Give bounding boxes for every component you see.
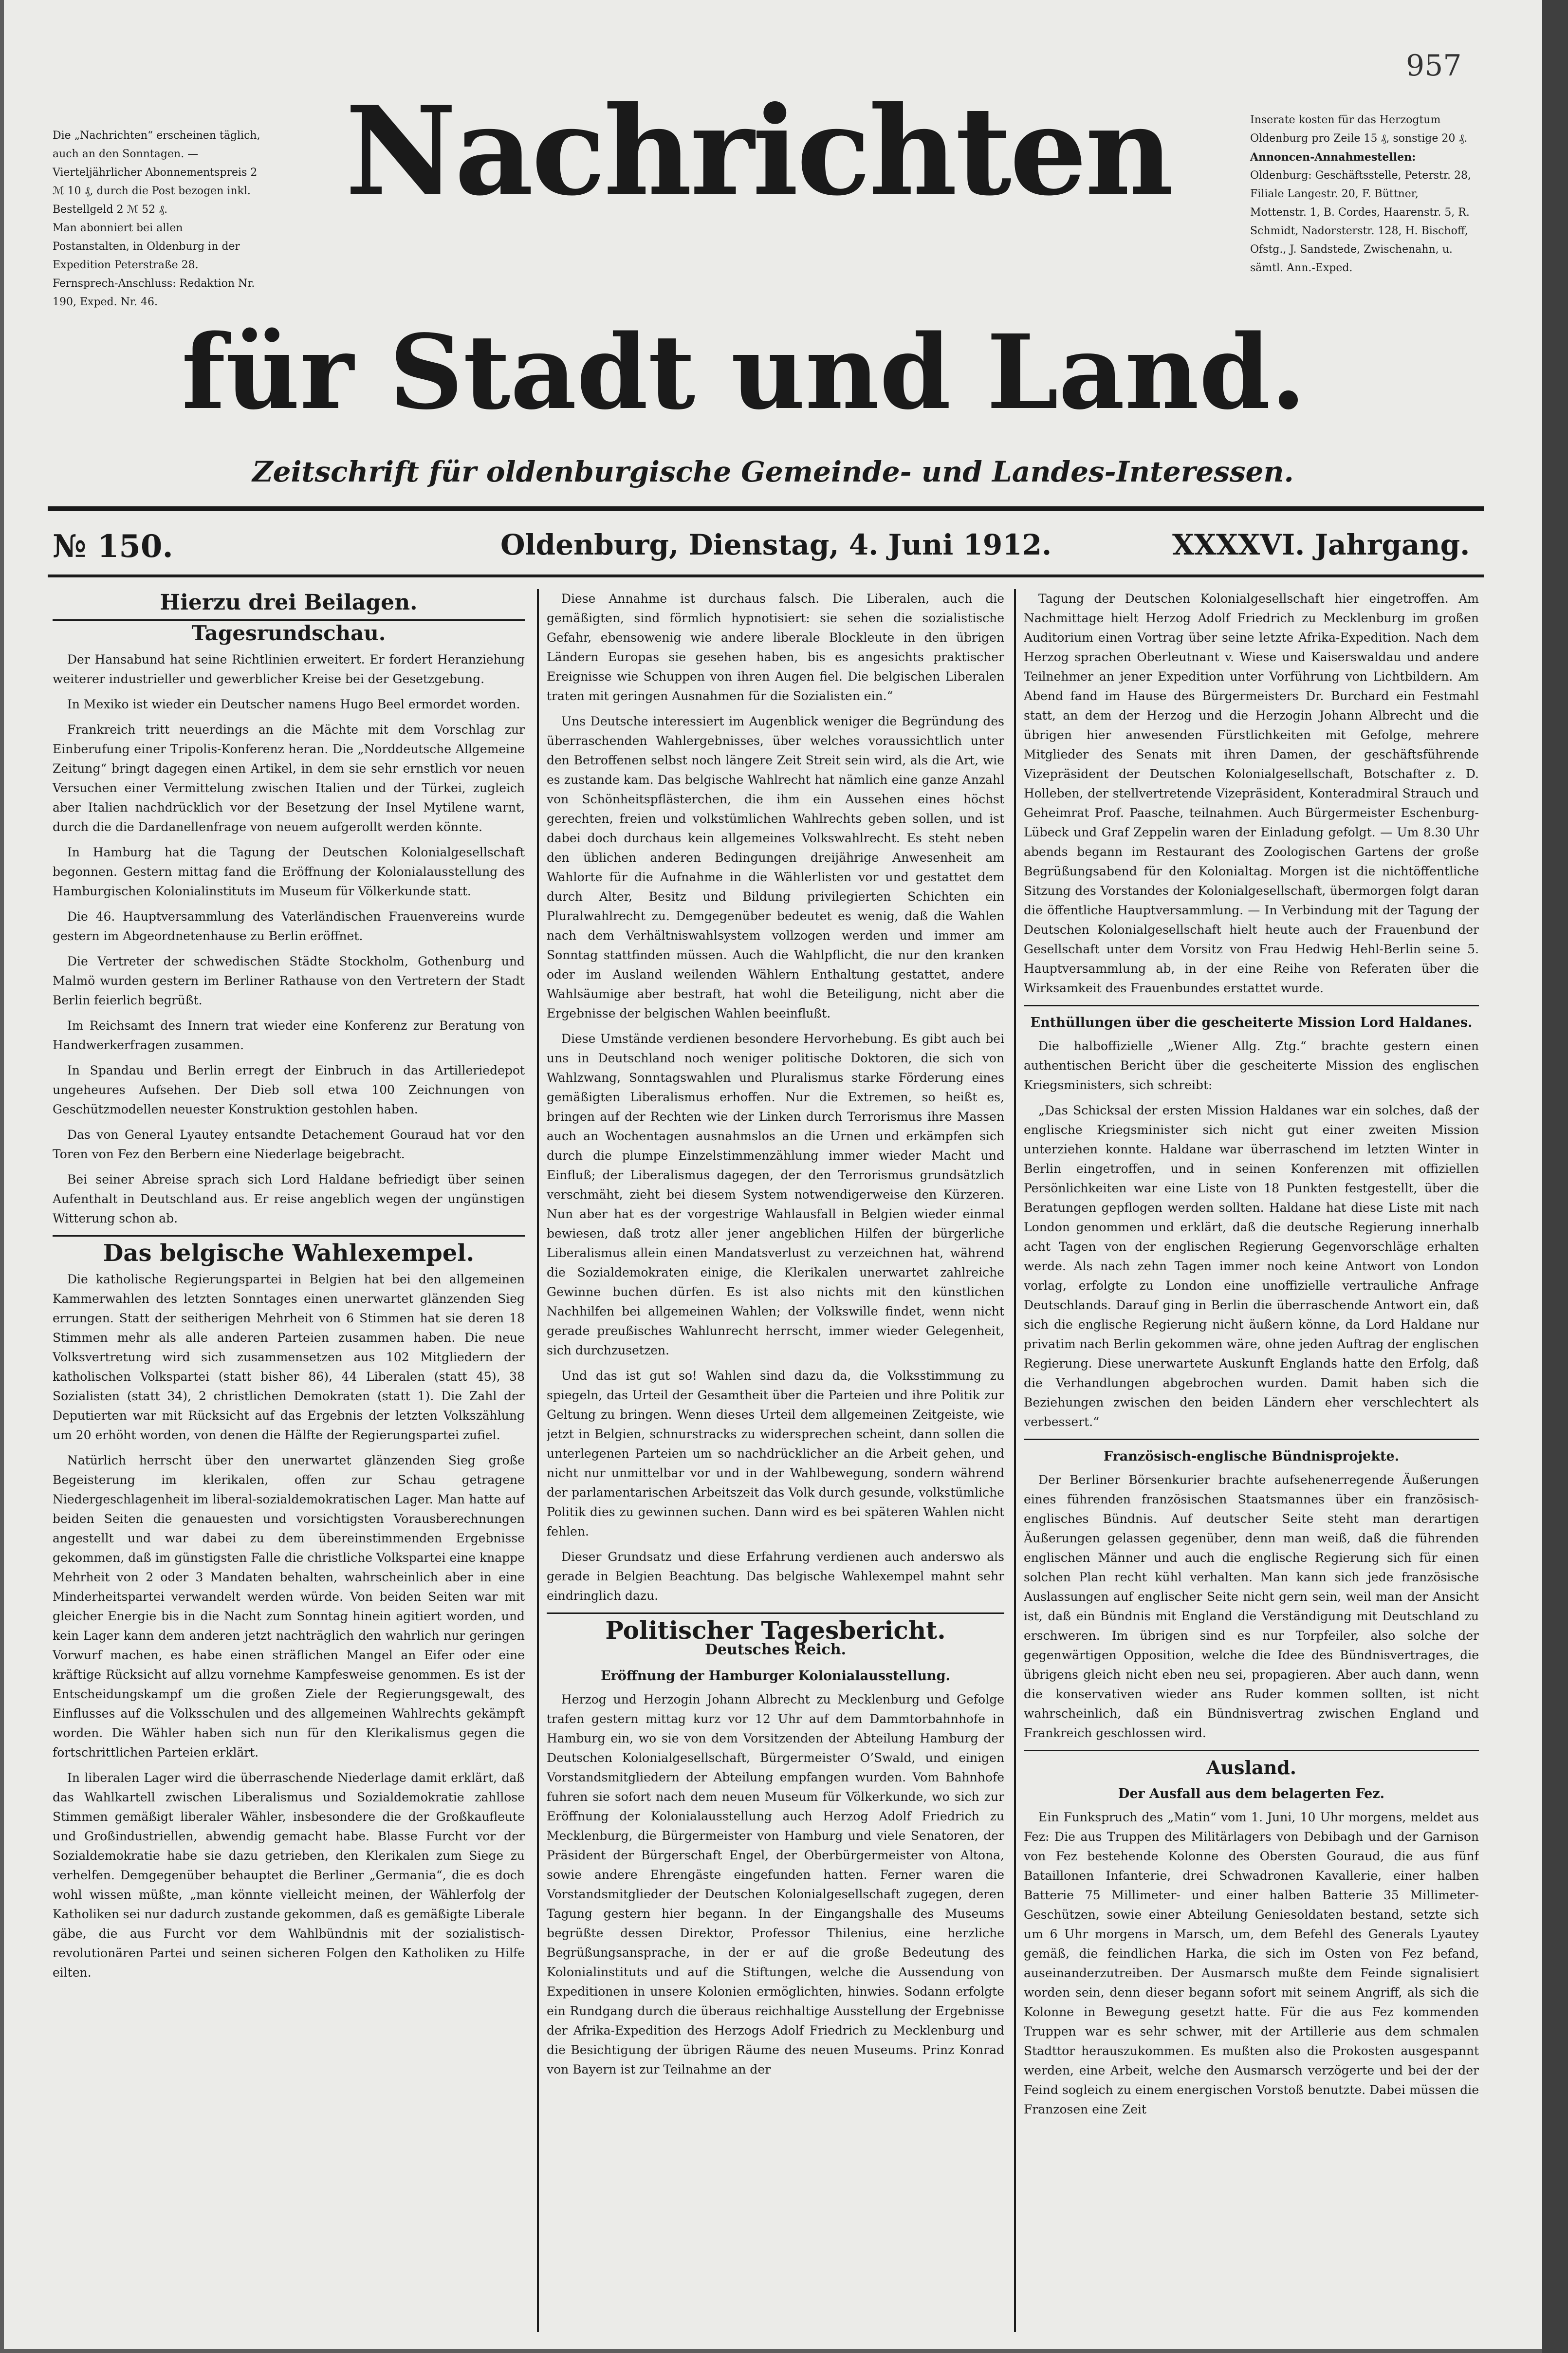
article-paragraph: Natürlich herrscht über den unerwartet glänzenden Sieg große Begeisterung im klerikalen, offen zur Schau getragene Niedergeschlagenheit im liberal-sozialdemokratischen Lager. Man hatte auf beiden Seiten die genauesten und vorsichtigsten Vorausberechnungen angestellt und war dabei zu dem übereinstimmenden Ergebnisse gekommen, daß im günstigsten Falle die christliche Volkspartei eine knappe Mehrheit von 2 oder 3 Mandaten behalten, wahrscheinlich aber in eine Minderheitspartei verwandelt werden würde. Von beiden Seiten war mit gleicher Energie bis in die Nacht zum Sonntag hinein agitiert worden, und kein Lager kann dem anderen jetzt nachträglich den wahrlich nur geringen Vorwurf machen, es habe einen sträflichen Mangel an Eifer oder eine kräftige Rücksicht auf allzu vornehme Kampfesweise genommen. Es ist der Entscheidungskampf um die großen Ziele der Regierungsgewalt, des Einflusses auf die Volksschulen und des allgemeinen Wahlrechts gekämpft worden. Die Wähler haben sich nun für den Klerikalismus gegen die fortschrittlichen Parteien erklärt.: [53, 1453, 525, 1760]
masthead-title-line2: für Stadt und Land.: [181, 312, 1307, 432]
article-paragraph: Tagung der Deutschen Kolonialgesellschaft hier eingetroffen. Am Nachmittage hielt Herzog Adolf Friedrich zu Mecklenburg im großen Auditorium einen Vortrag über seine letzte Afrika-Expedition. Nach dem Herzog sprachen Oberleutnant v. Wiese und Kaiserswaldau und andere Teilnehmer an jener Expedition unter Vorführung von Lichtbildern. Am Abend fand im Hause des Bürgermeisters Dr. Burchard ein Festmahl statt, an dem der Herzog und die Herzogin Johann Albrecht und die übrigen hier anwesenden Fürstlichkeiten mit Gefolge, mehrere Mitglieder des Senats mit ihren Damen, der geschäftsführende Vizepräsident der Deutschen Kolonialgesellschaft, Botschafter z. D. Holleben, der stellvertretende Vizepräsident, Konteradmiral Strauch und Geheimrat Prof. Paasche, teilnahmen. Auch Bürgermeister Eschenburg-Lübeck und Graf Zeppelin waren der Einladung gefolgt. — Um 8.30 Uhr abends begann im Restaurant des Zoologischen Gartens der große Begrüßungsabend für den Kolonialtag. Morgen ist die nichtöffentliche Sitzung des Vorstandes der Kolonialgesellschaft, übermorgen folgt daran die öffentliche Hauptversammlung. — In Verbindung mit der Tagung der Deutschen Kolonialgesellschaft hielt heute auch der Frauenbund der Gesellschaft unter dem Vorsitz von Frau Hedwig Hehl-Berlin seine 5. Hauptversammlung ab, in der eine Reihe von Referaten über die Wirksamkeit des Frauenbundes erstattet wurde.: [1024, 592, 1479, 995]
page-number: 957: [1406, 49, 1462, 83]
article-paragraph: In liberalen Lager wird die überraschende Niederlage damit erklärt, daß das Wahlkartell zwischen Liberalismus und Sozialdemokratie zahllose Stimmen gemäßigt liberaler Wähler, insbesondere die der Großkaufleute und Großindustriellen, abwendig gemacht habe. Blasse Furcht vor der Sozialdemokratie habe sie dazu getrieben, den Klerikalen zum Siege zu verhelfen. Demgegenüber behauptet die Berliner „Germania“, die es doch wohl wissen müßte, „man könnte vielleicht meinen, der Wählerfolg der Katholiken sei nur dadurch zustande gekommen, daß es gemäßigte Liberale gäbe, die aus Furcht vor dem Wahlbündnis mit der sozialistisch-revolutionären Partei und seinen sicheren Folgen den Katholiken zu Hilfe eilten.: [53, 1771, 525, 1980]
advert-offices-heading: Annoncen-Annahmestellen:: [1250, 151, 1416, 164]
haldane-heading: Enthüllungen über die gescheiterte Mission Lord Haldanes.: [1030, 1015, 1473, 1030]
supplements-heading: Hierzu drei Beilagen.: [160, 590, 418, 615]
issue-rule: [48, 574, 1484, 577]
section-divider: [53, 1235, 525, 1237]
subscription-notice: [53, 127, 262, 312]
hamburg-exhibition-heading: Eröffnung der Hamburger Kolonialausstellung.: [601, 1668, 950, 1684]
column-rule: [537, 589, 539, 2332]
section-divider: [1024, 1750, 1479, 1751]
article-paragraph: Diese Annahme ist durchaus falsch. Die Liberalen, auch die gemäßigten, sind förmlich hypnotisiert: sie sehen die sozialistische Gefahr, ebensowenig wie andere liberale Blockleute in den übrigen Ländern Europas sie gesehen haben, bis es angesichts praktischer Ereignisse wie Schuppen von ihren Augen fiel. Die belgischen Liberalen traten mit geringen Ausnahmen für die Sozialisten ein.“: [547, 592, 1004, 703]
news-item: Die Vertreter der schwedischen Städte Stockholm, Gothenburg und Malmö wurden gestern im Berliner Rathause von den Vertretern der Stadt Berlin feierlich begrüßt.: [53, 954, 525, 1007]
franco-english-heading: Französisch-englische Bündnisprojekte.: [1103, 1449, 1400, 1464]
advertising-notice: [1250, 111, 1474, 278]
subscription-where: Man abonniert bei allen Postanstalten, in Oldenburg in der Expedition Peterstraße 28.: [53, 222, 240, 271]
article-paragraph: Die katholische Regierungspartei in Belgien hat bei den allgemeinen Kammerwahlen des letzten Sonntages einen unerwartet glänzenden Sieg errungen. Statt der seitherigen Mehrheit von 6 Stimmen hat sie deren 18 Stimmen mehr als alle anderen Parteien zusammen haben. Die neue Volksvertretung wird sich zusammensetzen aus 102 Mitgliedern der katholischen Volkspartei (statt bisher 86), 44 Liberalen (statt 45), 38 Sozialisten (statt 34), 2 christlichen Demokraten (statt 1). Die Zahl der Deputierten war mit Rücksicht auf das Ergebnis der letzten Volkszählung um 20 erhöht worden, von denen die Hälfte der Regierungspartei zufiel.: [53, 1272, 525, 1442]
section-divider: [1024, 1005, 1479, 1006]
article-paragraph: Diese Umstände verdienen besondere Hervorhebung. Es gibt auch bei uns in Deutschland noch weniger politische Doktoren, die sich von Wahlzwang, Sonntagswahlen und Pluralismus starke Förderung eines gemäßigten Liberalismus erhoffen. Nur die Extremen, so heißt es, bringen auf der Rechten wie der Linken durch Terrorismus ihre Massen auch an Wochentagen ausnahmslos an die Urnen und erkämpfen sich durch die plumpe Einzelstimmenzählung immer wieder Macht und Einfluß; der Liberalismus dagegen, der den Terrorismus grundsätzlich verschmäht, zieht bei diesem System notwendigerweise den Kürzeren. Nun aber hat es der vorgestrige Wahlausfall in Belgien wieder einmal bewiesen, daß trotz aller jener angeblichen Hilfen der bürgerliche Liberalismus allein einen Mandatsverlust zu verzeichnen hat, während die Sozialdemokraten einige, die Klerikalen unerwartet zahlreiche Gewinne buchen dürfen. Es ist also nichts mit den künstlichen Nachhilfen bei allgemeinen Wahlen; der Volkswille findet, wenn nicht gerade preußisches Wahlunrecht herrscht, immer wieder Gelegenheit, sich durchzusetzen.: [547, 1032, 1004, 1357]
article-paragraph: Dieser Grundsatz und diese Erfahrung verdienen auch anderswo als gerade in Belgien Beachtung. Das belgische Wahlexempel mahnt sehr eindringlich dazu.: [547, 1550, 1004, 1603]
german-reich-heading: Deutsches Reich.: [704, 1641, 847, 1658]
article-heading-belgian-election: Das belgische Wahlexempel.: [103, 1240, 475, 1267]
article-paragraph: Und das ist gut so! Wahlen sind dazu da, die Volksstimmung zu spiegeln, das Urteil der Gesamtheit über die Parteien und ihre Politik zur Geltung zu bringen. Wenn dieses Urteil dem allgemeinen Zeitgeiste, wie jetzt in Belgien, schnurstracks zu widersprechen scheint, dann sollen die unterlegenen Parteien um so nachdrücklicher an die Arbeit gehen, und nicht nur unmittelbar vor und in der Wahlbewegung, sondern während der parlamentarischen Arbeitszeit das Volk durch gesunde, volkstümliche Politik dies zu gewinnen suchen. Dann wird es bei späteren Wahlen nicht fehlen.: [547, 1369, 1004, 1538]
article-paragraph: Die halboffizielle „Wiener Allg. Ztg.“ brachte gestern einen authentischen Bericht über die gescheiterte Mission des englischen Kriegsministers, sich schreibt:: [1024, 1039, 1479, 1092]
article-paragraph: Uns Deutsche interessiert im Augenblick weniger die Begründung des überraschenden Wahlergebnisses, über welches voraussichtlich unter den Betroffenen selbst noch längere Zeit Streit sein wird, als die Art, wie es zustande kam. Das belgische Wahlrecht hat nämlich eine ganze Anzahl von Schönheitspflästerchen, die ihm ein Aussehen eines höchst gerechten, freien und volkstümlichen Wahlrechts geben sollen, und ist dabei doch durchaus kein allgemeines Volkswahlrecht. Es steht neben den üblichen anderen Bedingungen dreijährige Anwesenheit am Wahlorte für die Aufnahme in die Wählerlisten vor und gestattet dem durch Alter, Besitz und Bildung privilegierten Schichten ein Pluralwahlrecht zu. Demgegenüber bedeutet es wenig, daß die Wahlen nach dem Verhältniswahlsystem vollzogen werden und immer am Sonntag stattfinden müssen. Auch die Wahlpflicht, die nur den kranken oder im Ausland weilenden Wählern Enthaltung gestattet, andere Wahlsäumige aber bestraft, hat wohl die Beteiligung, nicht aber die Ergebnisse der belgischen Wahlen beeinflußt.: [547, 714, 1004, 1020]
column-rule: [1014, 589, 1016, 2332]
news-item: Bei seiner Abreise sprach sich Lord Haldane befriedigt über seinen Aufenthalt in Deutschland aus. Er reise angeblich wegen der ungünstigen Witterung schon ab.: [53, 1172, 525, 1225]
article-paragraph: Der Berliner Börsenkurier brachte aufsehenerregende Äußerungen eines führenden französischen Staatsmannes über ein französisch-englisches Bündnis. Auf deutscher Seite steht man derartigen Äußerungen gelassen gegenüber, denn man weiß, daß die führenden englischen Männer und auch die englische Regierung sich für einen solchen Plan recht kühl verhalten. Man kann sich jede französische Auslassungen auf englischer Seite nicht gern sein, weil man der Ansicht ist, daß ein Bündnis mit England die Verständigung mit Deutschland zu erschweren. Im übrigen sind es nur Torpfeiler, also solche der gegenwärtigen Opposition, welche die Idee des Bündnisvertrages, die übrigens gleich nicht eben neu sei, propagieren. Aber auch dann, wenn die konservativen wieder ans Ruder kommen sollten, ist nicht wahrscheinlich, daß ein Bündnisvertrag zwischen England und Frankreich geschlossen wird.: [1024, 1473, 1479, 1740]
issue-number: № 150.: [53, 528, 173, 565]
advert-price: Inserate kosten für das Herzogtum Oldenburg pro Zeile 15 ₰, sonstige 20 ₰.: [1250, 114, 1468, 145]
news-item: Frankreich tritt neuerdings an die Mächte mit dem Vorschlag zur Einberufung einer Tripolis-Konferenz heran. Die „Norddeutsche Allgemeine Zeitung“ bringt dagegen einen Artikel, in dem sie sehr ernstlich vor neuen Versuchen einer Vermittelung zwischen Italien und der Türkei, zugleich aber Italien nachdrücklich vor der Besetzung der Insel Mytilene warnt, durch die die Dardanellenfrage von neuem aufgerollt werden könnte.: [53, 723, 525, 834]
column-3: [1024, 589, 1479, 2332]
issue-year: XXXXVI. Jahrgang.: [1172, 528, 1470, 561]
telephone-numbers: Fernsprech-Anschluss: Redaktion Nr. 190, Exped. Nr. 46.: [53, 278, 255, 308]
daily-review-heading: Tagesrundschau.: [53, 619, 525, 643]
news-item: Im Reichsamt des Innern trat wieder eine Konferenz zur Beratung von Handwerkerfragen zusammen.: [53, 1019, 525, 1052]
article-paragraph: Ein Funkspruch des „Matin“ vom 1. Juni, 10 Uhr morgens, meldet aus Fez: Die aus Truppen des Militärlagers von Debibagh und der Garnison von Fez bestehende Kolonne des Obersten Gouraud, die aus fünf Bataillonen Infanterie, drei Schwadronen Kavallerie, einer halben Batterie 75 Millimeter- und einer halben Batterie 35 Millimeter-Geschützen, sowie einer Abteilung Geniesoldaten bestand, setzte sich um 6 Uhr morgens in Marsch, um, dem Befehl des Generals Lyautey gemäß, die feindlichen Harka, die sich im Osten von Fez befand, auseinanderzutreiben. Der Ausmarsch mußte dem Feinde signalisiert worden sein, denn dieser begann sofort mit seinem Angriff, als sich die Kolonne in Bewegung gesetzt hatte. Für die aus Fez kommenden Truppen war es sehr schwer, mit der Artillerie aus dem schmalen Stadttor herauszukommen. Es mußten also die Prokosten ausgespannt werden, eine Arbeit, welche den Ausmarsch verzögerte und bei der der Feind sogleich zu einem energischen Vorstoß benutzte. Dabei müssen die Franzosen eine Zeit: [1024, 1810, 1479, 2116]
news-item: Die 46. Hauptversammlung des Vaterländischen Frauenvereins wurde gestern im Abgeordnetenhause zu Berlin eröffnet.: [53, 909, 525, 943]
news-item: Der Hansabund hat seine Richtlinien erweitert. Er fordert Heranziehung weiterer industrieller und gewerblicher Kreise bei der Gesetzgebung.: [53, 652, 525, 686]
news-item: In Mexiko ist wieder ein Deutscher namens Hugo Beel ermordet worden.: [67, 697, 520, 711]
news-item: In Spandau und Berlin erregt der Einbruch in das Artilleriedepot ungeheures Aufsehen. Der Dieb soll etwa 100 Zeichnungen von Geschützmodellen neuester Konstruktion gestohlen haben.: [53, 1063, 525, 1116]
issue-date: Oldenburg, Dienstag, 4. Juni 1912.: [500, 528, 1052, 561]
news-item: In Hamburg hat die Tagung der Deutschen Kolonialgesellschaft begonnen. Gestern mittag fand die Eröffnung der Kolonialausstellung des Hamburgischen Kolonialinstituts im Museum für Völkerkunde statt.: [53, 845, 525, 898]
news-item: Das von General Lyautey entsandte Detachement Gouraud hat vor den Toren von Fez den Berbern eine Niederlage beigebracht.: [53, 1128, 525, 1161]
fez-heading: Der Ausfall aus dem belagerten Fez.: [1118, 1786, 1385, 1801]
advert-offices: Oldenburg: Geschäftsstelle, Peterstr. 28, Filiale Langestr. 20, F. Büttner, Mottenstr. 1, B. Cordes, Haarenstr. 5, R. Schmidt, Nadorsterstr. 128, H. Bischoff, Ofstg., J. Sandstede, Zwischenahn, u. sämtl. Ann.-Exped.: [1250, 169, 1472, 274]
section-divider: [1024, 1439, 1479, 1440]
newspaper-page: [4, 0, 1542, 2349]
masthead-subtitle: Zeitschrift für oldenburgische Gemeinde- und Landes-Interessen.: [252, 455, 1294, 488]
column-2: [547, 589, 1004, 2332]
abroad-heading: Ausland.: [1206, 1757, 1296, 1779]
column-1: [53, 589, 525, 2332]
masthead-rule: [48, 506, 1484, 511]
subscription-price: Die „Nachrichten“ erscheinen täglich, auch an den Sonntagen. — Vierteljährlicher Abonnementspreis 2 ℳ 10 ₰, durch die Post bezogen inkl. Bestellgeld 2 ℳ 52 ₰.: [53, 130, 260, 216]
political-report-heading: Politischer Tagesbericht.: [605, 1616, 946, 1645]
page-edge-shadow: [1542, 0, 1568, 2353]
article-paragraph: Herzog und Herzogin Johann Albrecht zu Mecklenburg und Gefolge trafen gestern mittag kurz vor 12 Uhr auf dem Dammtorbahnhofe in Hamburg ein, wo sie von dem Vorsitzenden der Abteilung Hamburg der Deutschen Kolonialgesellschaft, Bürgermeister O’Swald, und einigen Vorstandsmitgliedern der Abteilung empfangen wurden. Vom Bahnhofe fuhren sie sofort nach dem neuen Museum für Völkerkunde, wo sich zur Eröffnung der Kolonialausstellung auch Herzog Adolf Friedrich zu Mecklenburg, die Bürgermeister von Hamburg und viele Senatoren, der Präsident der Bürgerschaft Engel, der Oberbürgermeister von Altona, sowie andere Ehrengäste eingefunden hatten. Ferner waren die Vorstandsmitglieder der Deutschen Kolonialgesellschaft zugegen, deren Tagung gestern hier begann. In der Eingangshalle des Museums begrüßte dessen Direktor, Professor Thilenius, eine herzliche Begrüßungsansprache, in der er auf die große Bedeutung des Kolonialinstituts und auf die Stiftungen, welche die Aussendung von Expeditionen in unsere Kolonien ermöglichten, hinwies. Sodann erfolgte ein Rundgang durch die überaus reichhaltige Ausstellung der Ergebnisse der Afrika-Expedition des Herzogs Adolf Friedrich zu Mecklenburg und die Besichtigung der übrigen Räume des neuen Museums. Prinz Konrad von Bayern ist zur Teilnahme an der: [547, 1692, 1004, 2076]
article-paragraph: „Das Schicksal der ersten Mission Haldanes war ein solches, daß der englische Kriegsminister sich nicht gut einer zweiten Mission unterziehen konnte. Haldane war überraschend im letzten Winter in Berlin eingetroffen, und in seinen Konferenzen mit offiziellen Persönlichkeiten war eine Liste von 18 Punkten festgestellt, über die Beratungen gepflogen werden sollten. Haldane hat diese Liste mit nach London genommen und erklärt, daß die deutsche Regierung innerhalb acht Tagen von der englischen Regierung Gegenvorschläge erhalten werde. Als nach zehn Tagen immer noch keine Antwort von London vorlag, erfolgte zu London eine unoffizielle vertrauliche Anfrage Deutschlands. Darauf ging in Berlin die überraschende Antwort ein, daß sich die englische Regierung nicht äußern könne, da Lord Haldane nur privatim nach Berlin gekommen wäre, ohne jeden Auftrag der englischen Regierung. Diese unerwartete Auskunft Englands hatte den Erfolg, daß die Verhandlungen abgebrochen wurden. Damit haben sich die Beziehungen zwischen den beiden Ländern eher verschlechtert als verbessert.“: [1024, 1103, 1479, 1429]
section-divider: [547, 1612, 1004, 1614]
masthead-title-line1: Nachrichten: [345, 79, 1172, 222]
